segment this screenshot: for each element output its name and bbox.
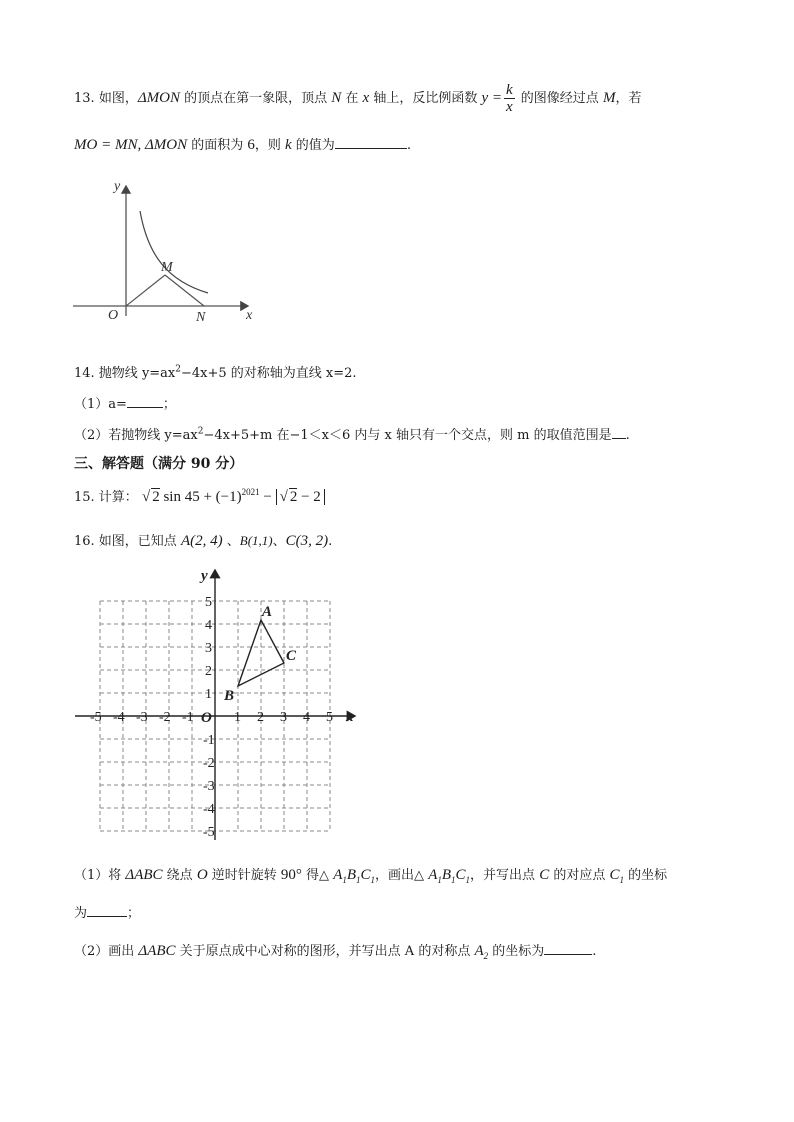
q15-abs: √ 2 − 2 <box>276 489 325 505</box>
q16-c: C <box>539 867 550 883</box>
q13-text: ，则 <box>254 138 285 153</box>
q16-sep: 、 <box>272 534 286 549</box>
y-tick-label: -3 <box>203 779 215 794</box>
q14-text: −4x+5 的对称轴为直线 x=2. <box>181 366 357 381</box>
q15-abs-rest: − 2 <box>297 489 321 505</box>
q16-text: 为 <box>74 906 88 921</box>
segment-om <box>126 275 165 306</box>
segment-mn <box>165 275 204 306</box>
label-b: B <box>224 688 235 704</box>
x-tick-label: 2 <box>257 710 264 725</box>
q15-minus: − <box>259 489 272 505</box>
q14-answer1-blank[interactable] <box>127 395 163 408</box>
q14-text: ； <box>162 397 176 412</box>
q14-sup: 2 <box>175 364 181 375</box>
q13-text: 如图， <box>98 91 138 106</box>
q16-text: ； <box>127 906 141 921</box>
x-tick-label: -3 <box>136 710 148 725</box>
q14-text: （2）若抛物线 y=ax <box>74 428 198 443</box>
q16-text: 的对应点 <box>549 868 610 883</box>
label-a: A <box>262 604 273 620</box>
q13-text: 在 <box>341 91 363 106</box>
q16-text: ，画出△ <box>375 868 429 883</box>
x-tick-label: 1 <box>234 710 241 725</box>
q14-answer2-blank[interactable] <box>612 426 626 439</box>
q15-abs-sqrt: 2 <box>289 489 298 505</box>
q15-expression: √ 2 $\sin 45 + (-1)^{2021}$ − √ 2 − 2 <box>142 489 325 505</box>
section-3-heading: 三、解答题（满分 90 分） <box>74 456 244 472</box>
x-tick-label: -5 <box>90 710 102 725</box>
q13-point-n: N <box>331 90 342 106</box>
q13-y-eq: y = <box>481 90 502 106</box>
q15-sin: sin 45 + (−1) <box>159 489 242 505</box>
q13-triangle: ΔMON <box>137 90 180 106</box>
q16-a1b1c1: $A_1B_1C_1$ <box>428 867 471 885</box>
q16-o: O <box>196 867 208 883</box>
q13-figure <box>68 176 268 326</box>
y-tick-label: -1 <box>203 733 215 748</box>
y-tick-label: 2 <box>205 664 212 679</box>
q15-label: 15. 计算： <box>74 490 138 505</box>
q16-text: 的坐标为 <box>488 944 545 959</box>
q15-line <box>74 486 325 506</box>
q16-text: 得△ <box>301 868 334 883</box>
q13-point-m: M <box>602 90 616 106</box>
q16-figure <box>70 562 370 847</box>
q16-c1: $C_1$ <box>609 867 624 885</box>
q16-text: 逆时针旋转 <box>207 868 281 883</box>
label-x: x <box>246 308 253 323</box>
q16-sep: 、 <box>222 534 240 549</box>
q13-text: 的图像经过点 <box>516 91 603 106</box>
hyperbola-curve <box>140 211 208 293</box>
q14-text: −4x+5+m 在−1＜x＜6 内与 x 轴只有一个交点，则 m 的取值范围是 <box>203 428 612 443</box>
fraction-denominator: x <box>506 99 513 115</box>
q13-text: 的值为 <box>291 138 335 153</box>
y-tick-label: 4 <box>205 618 212 633</box>
q13-k: k <box>285 137 292 153</box>
q16-line1 <box>74 530 332 550</box>
q14-sup: 2 <box>197 426 204 437</box>
q14-part1 <box>74 393 176 412</box>
x-tick-label: 4 <box>303 710 310 725</box>
x-tick-label: 5 <box>326 710 333 725</box>
q13-number: 13. <box>74 91 95 106</box>
q14-line1 <box>74 362 357 381</box>
y-tick-label: 5 <box>205 595 212 610</box>
q16-part2 <box>74 940 596 961</box>
x-tick-label: 3 <box>280 710 287 725</box>
q16-degree: 90° <box>280 867 302 883</box>
q13-text: 轴上，反比例函数 <box>369 91 482 106</box>
y-tick-label: 3 <box>205 641 212 656</box>
q16-part1-line1 <box>74 864 667 885</box>
q16-a1b1c1: $A_1B_1C_1$ <box>333 867 376 885</box>
label-o: O <box>201 710 212 726</box>
q15-exp: 2021 <box>241 487 260 497</box>
y-tick-label: -2 <box>203 756 215 771</box>
q13-fraction <box>504 82 515 115</box>
q13-end: . <box>406 138 411 153</box>
q16-answer1-blank[interactable] <box>87 904 127 917</box>
q16-text: 绕点 <box>162 868 197 883</box>
y-tick-label: 1 <box>205 687 212 702</box>
q13-condition: MO = MN, ΔMON <box>74 137 188 153</box>
q13-text: 的顶点在第一象限，顶点 <box>179 91 332 106</box>
q16-end: . <box>328 534 333 549</box>
label-m: M <box>161 260 173 275</box>
q16-text: （1）将 <box>74 868 126 883</box>
q16-text: 的坐标 <box>623 868 668 883</box>
x-tick-label: -1 <box>182 710 194 725</box>
q16-point-c: C(3, 2) <box>285 533 329 549</box>
label-y: y <box>201 568 208 584</box>
label-n: N <box>196 310 206 325</box>
q15-sqrt: 2 <box>152 489 160 505</box>
q13-text: 的面积为 <box>187 138 248 153</box>
q16-text: 关于原点成中心对称的图形，并写出点 A 的对称点 <box>175 944 475 959</box>
q13-x: x <box>362 90 370 106</box>
q13-line1 <box>74 82 641 115</box>
q16-text: . <box>592 944 597 959</box>
x-tick-label: -2 <box>159 710 171 725</box>
label-x: x <box>346 709 354 725</box>
q14-text: （1）a= <box>74 397 127 412</box>
q16-label: 16. 如图，已知点 <box>74 534 181 549</box>
label-o: O <box>108 308 119 323</box>
q14-text: 14. 抛物线 y=ax <box>74 366 176 381</box>
fraction-numerator: k <box>506 82 513 98</box>
q16-a2: $A_2$ <box>474 943 489 961</box>
q16-text: ，并写出点 <box>470 868 540 883</box>
y-tick-label: -4 <box>203 802 215 817</box>
q13-line2 <box>74 134 411 154</box>
q13-area: 6 <box>247 137 255 153</box>
y-tick-label: -5 <box>203 825 215 840</box>
label-c: C <box>286 648 297 664</box>
q14-text: . <box>625 428 630 443</box>
q14-part2 <box>74 424 630 443</box>
q16-point-b: B(1,1) <box>239 533 273 548</box>
q16-text: （2）画出 <box>74 944 139 959</box>
q13-answer-blank[interactable] <box>335 136 407 149</box>
q16-triangle: ΔABC <box>125 867 163 883</box>
q16-triangle: ΔABC <box>138 943 176 959</box>
label-y: y <box>114 179 121 194</box>
q16-part1-line2 <box>74 902 140 921</box>
q16-answer2-blank[interactable] <box>544 942 592 955</box>
x-tick-label: -4 <box>113 710 125 725</box>
q13-text: ，若 <box>615 91 642 106</box>
q16-point-a: A(2, 4) <box>180 533 223 549</box>
